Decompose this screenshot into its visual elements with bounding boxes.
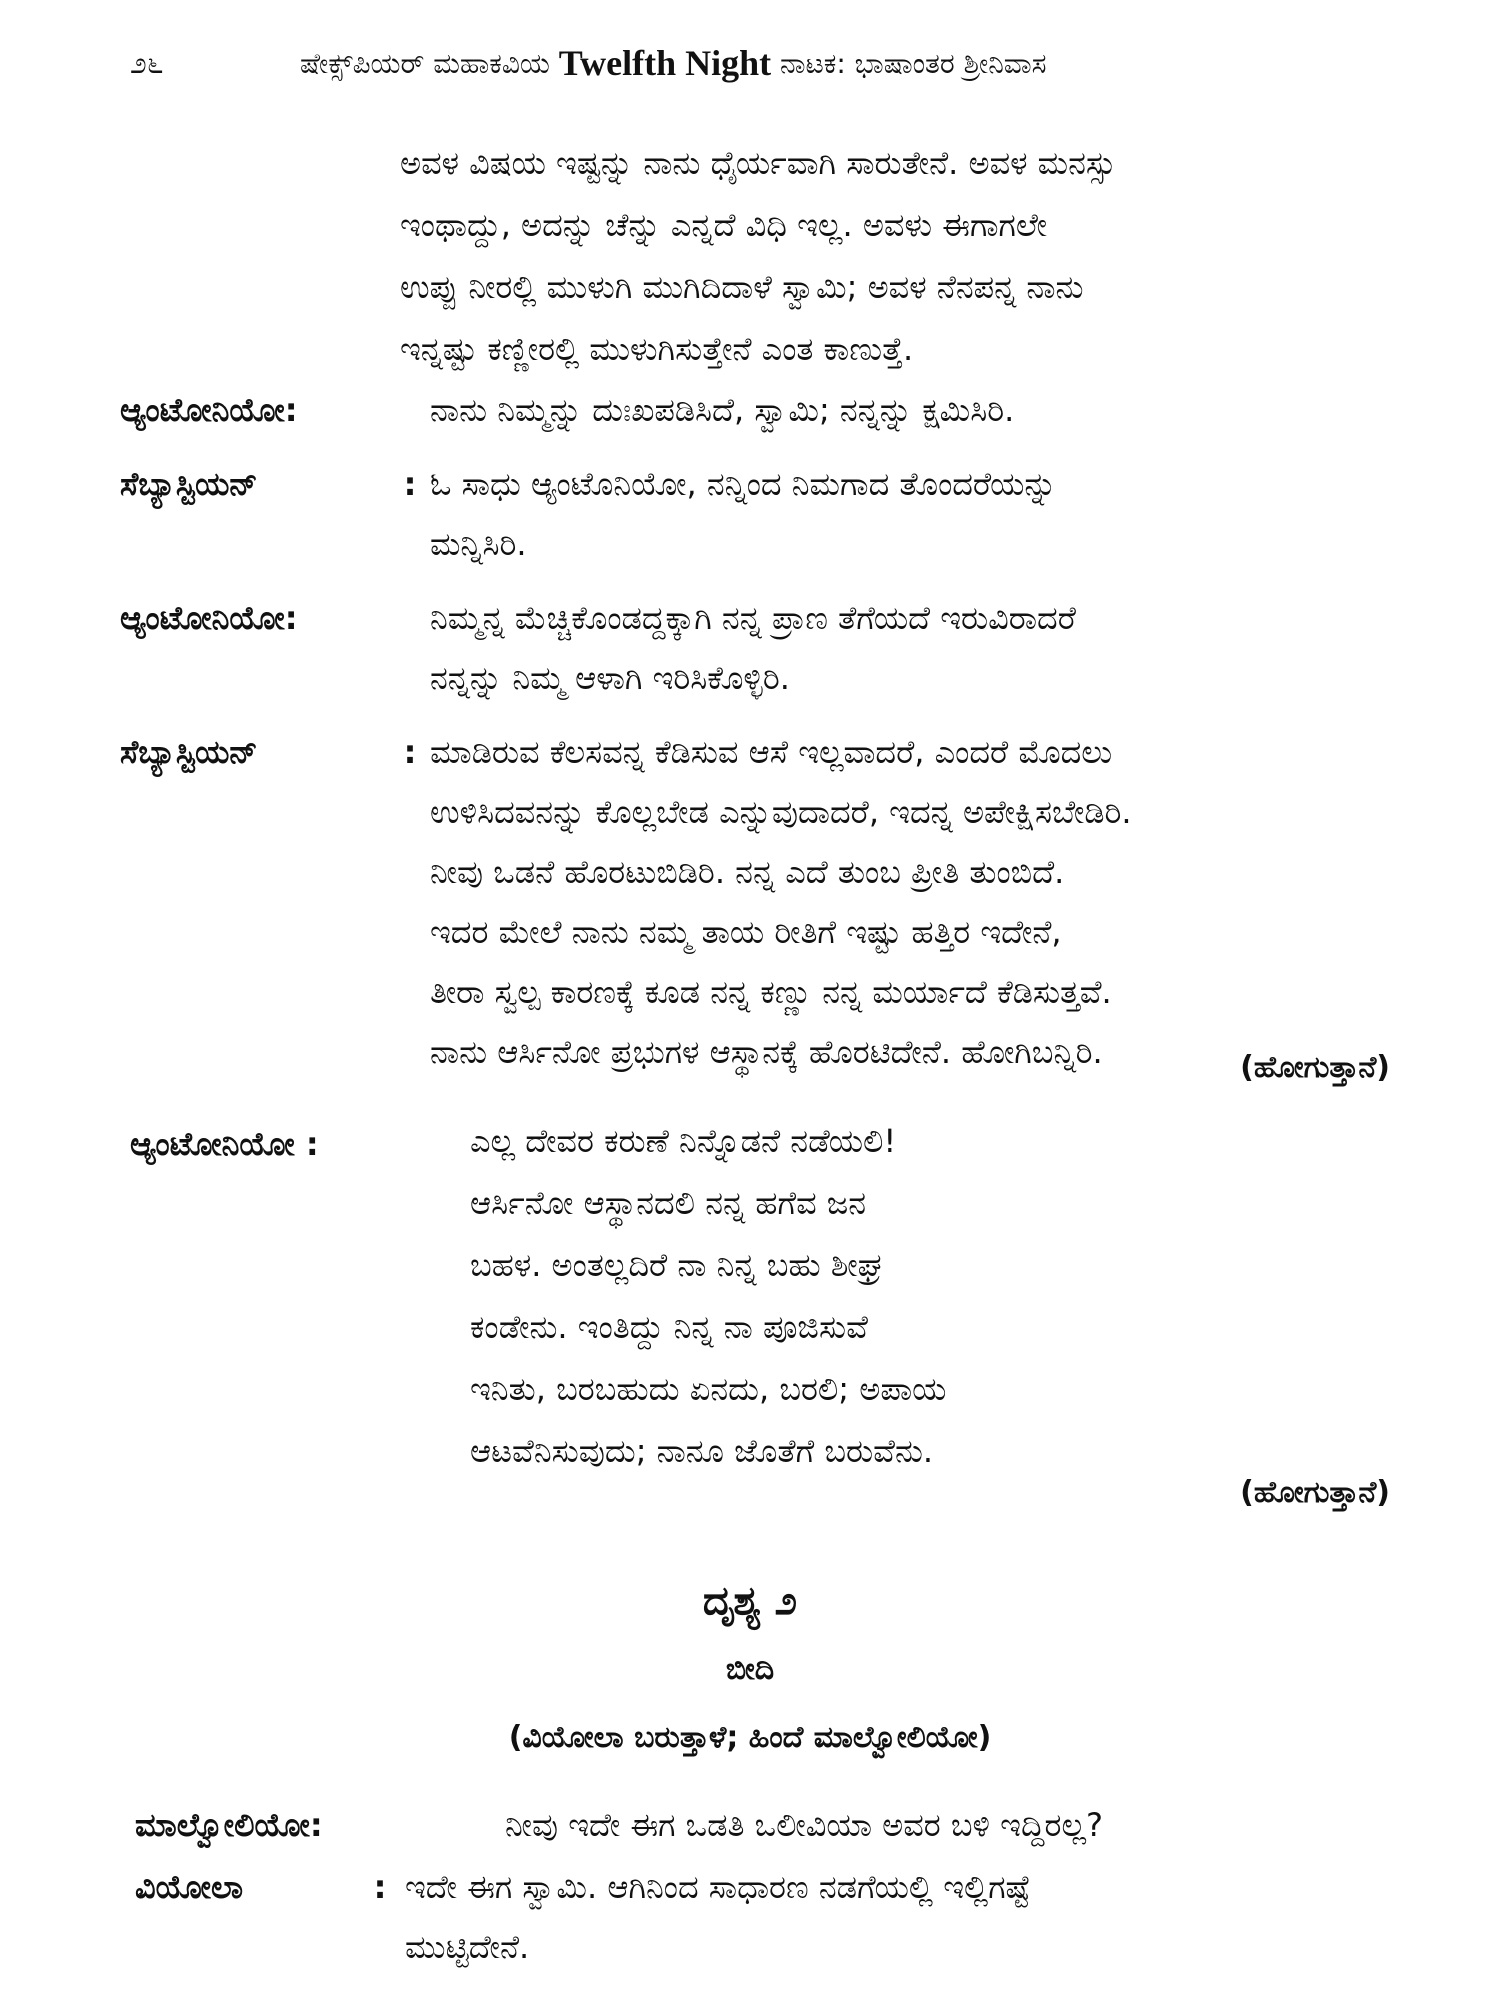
speech — [120, 722, 1400, 1082]
running-header — [120, 42, 1380, 92]
speaker-colon: : — [403, 733, 417, 771]
text-line: ನಿಮ್ಮನ್ನ ಮೆಚ್ಚಿಕೊಂಡದ್ದಕ್ಕಾಗಿ ನನ್ನ ಪ್ರಾಣ ತೆಗೆಯದೆ ಇರುವಿರಾದರೆ — [430, 599, 1076, 637]
speech-text — [405, 1857, 1400, 1977]
text-line: ಇದರ ಮೇಲೆ ನಾನು ನಮ್ಮ ತಾಯ ರೀತಿಗೆ ಇಷ್ಟು ಹತ್ತಿರ ಇದೇನೆ, — [430, 913, 1062, 951]
text-line: ನೀವು ಒಡನೆ ಹೊರಟುಬಿಡಿರಿ. ನನ್ನ ಎದೆ ತುಂಬ ಪ್ರೀತಿ ತುಂಬಿದೆ. — [430, 853, 1065, 891]
verse-block — [470, 1110, 946, 1482]
text-line: ಇದೇ ಈಗ ಸ್ವಾಮಿ. ಆಗಿನಿಂದ ಸಾಧಾರಣ ನಡಗೆಯಲ್ಲಿ ಇಲ್ಲಿಗಷ್ಟೆ — [405, 1868, 1031, 1906]
verse-line: ಆಟವೆನಿಸುವುದು; ನಾನೂ ಜೊತೆಗೆ ಬರುವೆನು. — [470, 1432, 934, 1470]
scene-stage-direction: (ವಿಯೋಲಾ ಬರುತ್ತಾಳೆ; ಹಿಂದೆ ಮಾಲ್ವೋಲಿಯೋ) — [508, 1720, 992, 1755]
page-number: ೨೬ — [130, 46, 164, 81]
text-line: ನಾನು ಆರ್ಸಿನೋ ಪ್ರಭುಗಳ ಆಸ್ಥಾನಕ್ಕೆ ಹೊರಟಿದೇನೆ. ಹೋಗಿಬನ್ನಿರಿ. — [430, 1033, 1103, 1071]
speech — [120, 588, 1400, 708]
speech — [135, 1795, 1400, 1855]
text-line: ಉಪ್ಪು ನೀರಲ್ಲಿ ಮುಳುಗಿ ಮುಗಿದಿದಾಳೆ ಸ್ವಾಮಿ; ಅವಳ ನೆನಪನ್ನ ನಾನು — [400, 268, 1084, 306]
speech-text — [430, 454, 1400, 574]
text-line: ಮುಟ್ಟಿದೇನೆ. — [405, 1928, 530, 1966]
text-line: ನಾನು ನಿಮ್ಮನ್ನು ದುಃಖಪಡಿಸಿದೆ, ಸ್ವಾಮಿ; ನನ್ನನ್ನು ಕ್ಷಮಿಸಿರಿ. — [430, 391, 1015, 429]
text-line: ನೀವು ಇದೇ ಈಗ ಒಡತಿ ಒಲೀವಿಯಾ ಅವರ ಬಳಿ ಇದ್ದಿರಲ್ಲ? — [505, 1806, 1104, 1844]
speaker-name: ಆ್ಯಂಟೋನಿಯೋ: — [120, 391, 298, 429]
title-suffix: ನಾಟಕ: ಭಾಷಾಂತರ ಶ್ರೀನಿವಾಸ — [780, 47, 1047, 80]
verse-line: ಬಹಳ. ಅಂತಲ್ಲದಿರೆ ನಾ ನಿನ್ನ ಬಹು ಶೀಘ್ರ — [470, 1246, 884, 1284]
title-prefix: ಷೇಕ್ಸ್‌ಪಿಯರ್ ಮಹಾಕವಿಯ — [300, 47, 550, 80]
verse-line: ಎಲ್ಲ ದೇವರ ಕರುಣೆ ನಿನ್ನೊಡನೆ ನಡೆಯಲಿ! — [470, 1122, 897, 1160]
speech-text — [445, 1795, 1400, 1855]
continued-speech — [400, 132, 1390, 380]
title-latin: Twelfth Night — [558, 43, 772, 83]
speaker-name: ಸೆಬ್ಯಾಸ್ಟಿಯನ್ — [120, 733, 258, 771]
text-line: ಮಾಡಿರುವ ಕೆಲಸವನ್ನ ಕೆಡಿಸುವ ಆಸೆ ಇಲ್ಲವಾದರೆ, ಎಂದರೆ ಮೊದಲು — [430, 733, 1113, 771]
speaker-name: ಸೆಬ್ಯಾಸ್ಟಿಯನ್ — [120, 465, 258, 503]
speech-text — [430, 722, 1400, 1082]
speech-text — [430, 380, 1400, 440]
verse-line: ಆರ್ಸಿನೋ ಆಸ್ಥಾನದಲಿ ನನ್ನ ಹಗೆವ ಜನ — [470, 1184, 867, 1222]
speech-text — [430, 588, 1400, 708]
speaker-name: ಮಾಲ್ವೋಲಿಯೋ: — [135, 1806, 323, 1844]
text-line: ಉಳಿಸಿದವನನ್ನು ಕೊಲ್ಲಬೇಡ ಎನ್ನುವುದಾದರೆ, ಇದನ್ನ ಅಪೇಕ್ಷಿಸಬೇಡಿರಿ. — [430, 793, 1132, 831]
scene-dialogue-block — [135, 1795, 1400, 1991]
stage-direction: (ಹೋಗುತ್ತಾನೆ) — [1240, 1050, 1390, 1085]
scene-place: ಬೀದಿ — [725, 1652, 775, 1687]
text-line: ತೀರಾ ಸ್ವಲ್ಪ ಕಾರಣಕ್ಕೆ ಕೂಡ ನನ್ನ ಕಣ್ಣು ನನ್ನ ಮರ್ಯಾದೆ ಕೆಡಿಸುತ್ತವೆ. — [430, 973, 1112, 1011]
verse-line: ಇನಿತು, ಬರಬಹುದು ಏನದು, ಬರಲಿ; ಅಪಾಯ — [470, 1370, 947, 1408]
speaker-colon: : — [373, 1868, 387, 1906]
speaker-colon: : — [403, 465, 417, 503]
speaker-name: ವಿಯೋಲಾ — [135, 1868, 244, 1906]
text-line: ಅವಳ ವಿಷಯ ಇಷ್ಟನ್ನು ನಾನು ಧೈರ್ಯವಾಗಿ ಸಾರುತೇನೆ. ಅವಳ ಮನಸ್ಸು — [400, 144, 1117, 182]
speech — [120, 380, 1400, 440]
dialogue-block — [120, 380, 1400, 1096]
text-line: ಇನ್ನಷ್ಟು ಕಣ್ಣೀರಲ್ಲಿ ಮುಳುಗಿಸುತ್ತೇನೆ ಎಂತ ಕಾಣುತ್ತೆ. — [400, 330, 914, 368]
speech — [135, 1857, 1400, 1977]
text-line: ಇಂಥಾದ್ದು, ಅದನ್ನು ಚೆನ್ನು ಎನ್ನದೆ ವಿಧಿ ಇಲ್ಲ. ಅವಳು ಈಗಾಗಲೇ — [400, 206, 1048, 244]
text-line: ನನ್ನನ್ನು ನಿಮ್ಮ ಆಳಾಗಿ ಇರಿಸಿಕೊಳ್ಳಿರಿ. — [430, 659, 790, 697]
speech — [120, 454, 1400, 574]
running-title — [300, 42, 1047, 84]
verse-line: ಕಂಡೇನು. ಇಂತಿದ್ದು ನಿನ್ನ ನಾ ಪೂಜಿಸುವೆ — [470, 1308, 868, 1346]
stage-direction: (ಹೋಗುತ್ತಾನೆ) — [1240, 1475, 1390, 1510]
text-line: ಓ ಸಾಧು ಆ್ಯಂಟೊನಿಯೋ, ನನ್ನಿಂದ ನಿಮಗಾದ ತೊಂದರೆಯನ್ನು — [430, 465, 1057, 503]
speaker-name: ಆ್ಯಂಟೋನಿಯೋ: — [120, 599, 298, 637]
scene-heading: ದೃಶ್ಯ ೨ — [702, 1578, 798, 1624]
verse-speaker-name: ಆ್ಯಂಟೋನಿಯೋ : — [130, 1125, 319, 1163]
text-line: ಮನ್ನಿಸಿರಿ. — [430, 525, 527, 563]
